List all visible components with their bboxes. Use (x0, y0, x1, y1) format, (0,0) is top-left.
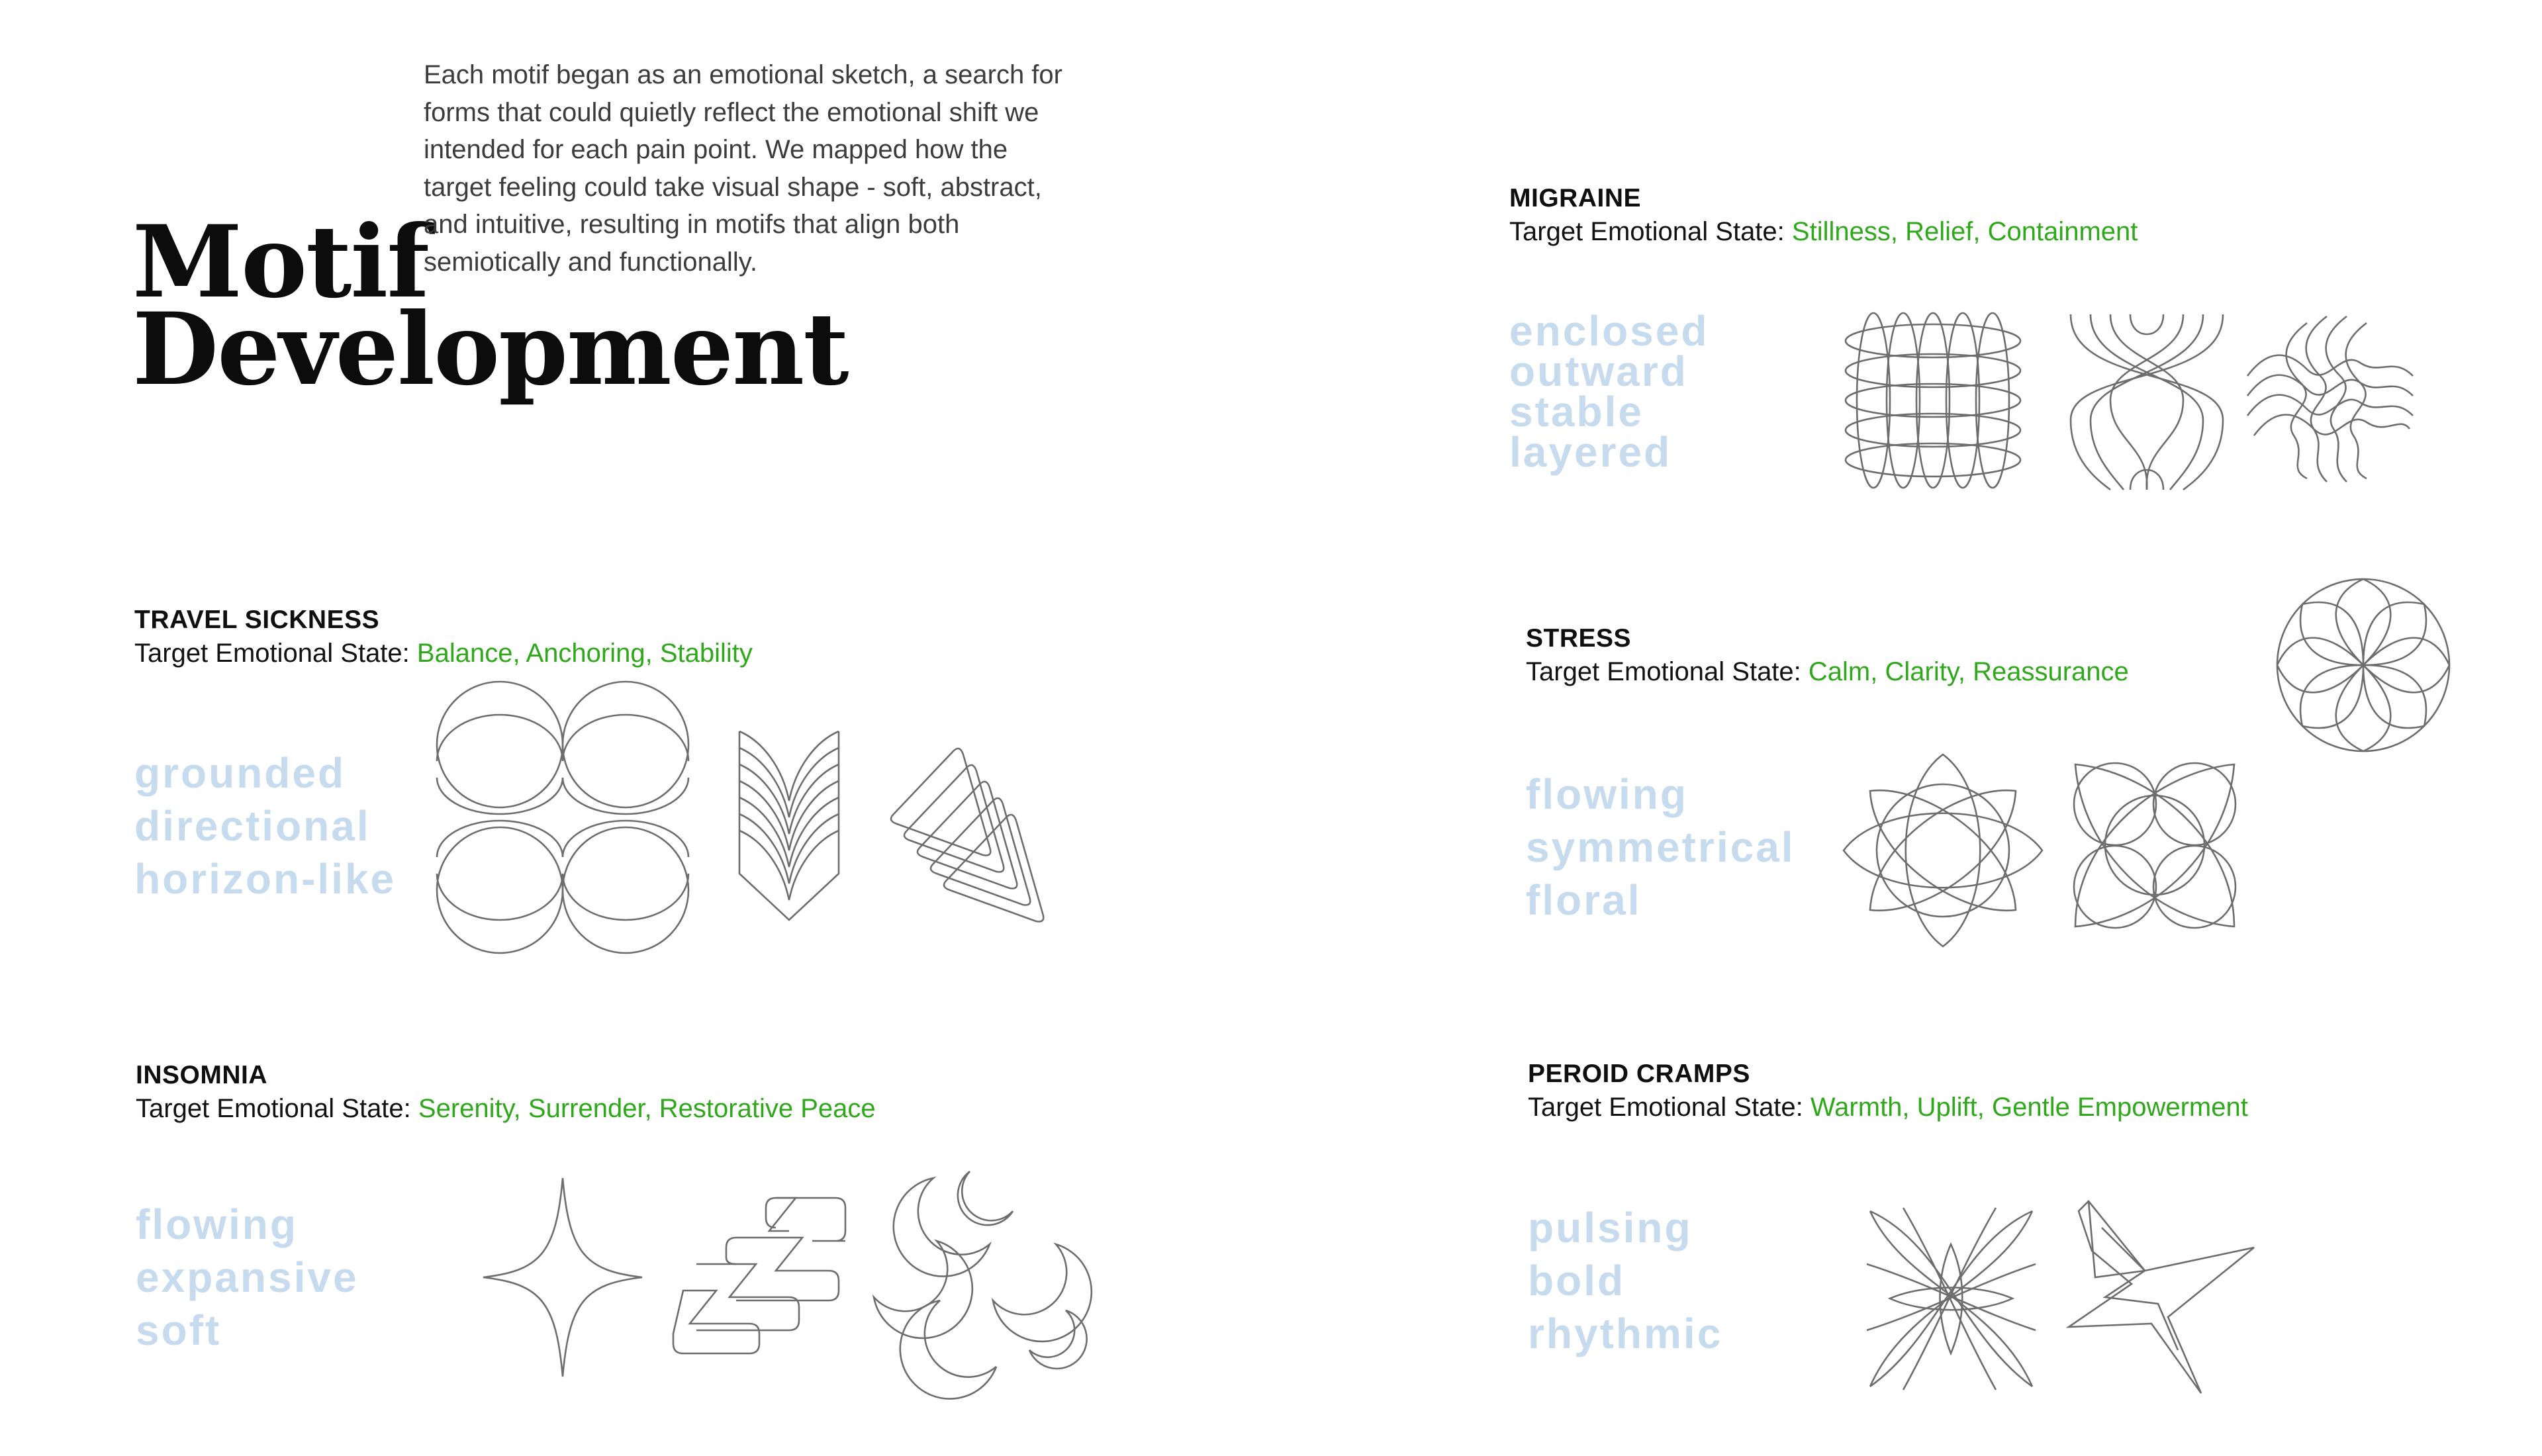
keyword: soft (136, 1306, 222, 1354)
motif-stress-rosette (2274, 576, 2453, 754)
section-stress (1526, 622, 2129, 688)
keyword: expansive (136, 1253, 359, 1301)
motif-travel-triangles (880, 738, 1066, 917)
target-label: Target Emotional State: (136, 1094, 411, 1123)
keywords-insomnia (136, 1198, 359, 1357)
target-state (1509, 215, 2138, 248)
title-line-1: Motif (132, 204, 428, 320)
section-title: INSOMNIA (136, 1061, 267, 1089)
section-insomnia (136, 1059, 876, 1125)
motif-insomnia-zigzag (670, 1191, 849, 1357)
target-state (1528, 1091, 2248, 1124)
keywords-travel-sickness (134, 747, 396, 905)
target-value: Warmth, Uplift, Gentle Empowerment (1810, 1093, 2248, 1122)
section-title: PEROID CRAMPS (1528, 1060, 1750, 1088)
target-label: Target Emotional State: (1528, 1093, 1803, 1122)
intro-paragraph: Each motif began as an emotional sketch, a search for forms that could quietly reflect the emotional shift we intended for each pain point. We mapped how the target feeling could take visual shape - soft, abstract, and intuitive, resulting in motifs that align both semiotically and functionally. (424, 60, 1062, 277)
keyword: symmetrical (1526, 823, 1795, 871)
keyword: flowing (136, 1201, 298, 1248)
motif-migraine-arcs (2064, 314, 2230, 490)
motif-insomnia-star (480, 1175, 645, 1380)
keyword: rhythmic (1528, 1310, 1723, 1357)
keywords-period-cramps (1528, 1201, 1722, 1360)
target-label: Target Emotional State: (1526, 657, 1801, 686)
keywords-stress (1526, 768, 1795, 927)
target-state (134, 637, 753, 670)
motif-migraine-net (2247, 316, 2413, 482)
target-state (136, 1092, 876, 1125)
keyword: flowing (1526, 770, 1688, 818)
keyword: pulsing (1528, 1204, 1693, 1251)
keyword: grounded (134, 749, 346, 797)
section-title: MIGRAINE (1509, 184, 1641, 212)
keyword: floral (1526, 876, 1642, 924)
motif-stress-flower (1840, 751, 2046, 950)
motif-travel-horizon (437, 738, 688, 897)
target-value: Calm, Clarity, Reassurance (1808, 657, 2129, 686)
motif-cramps-star (2065, 1198, 2257, 1396)
section-travel-sickness (134, 604, 753, 670)
target-value: Balance, Anchoring, Stability (416, 639, 753, 668)
motif-insomnia-moons (861, 1165, 1072, 1377)
keyword: bold (1528, 1257, 1626, 1304)
target-label: Target Emotional State: (1509, 217, 1785, 246)
motif-travel-feather (736, 728, 842, 920)
section-period-cramps (1528, 1058, 2248, 1124)
target-state (1526, 655, 2129, 688)
motif-cramps-burst (1863, 1205, 2039, 1393)
section-migraine (1509, 182, 2138, 248)
keyword: directional (134, 802, 371, 850)
target-value: Serenity, Surrender, Restorative Peace (418, 1094, 876, 1123)
keyword: enclosed (1509, 307, 1709, 355)
keyword: stable (1509, 388, 1644, 435)
keyword: outward (1509, 347, 1688, 395)
motif-stress-quatrefoil (2069, 758, 2241, 933)
keywords-migraine (1509, 307, 1709, 476)
section-title: STRESS (1526, 624, 1632, 653)
target-value: Stillness, Relief, Containment (1791, 217, 2138, 246)
keyword: horizon-like (134, 855, 397, 903)
motif-migraine-lattice (1844, 311, 2022, 490)
section-title: TRAVEL SICKNESS (134, 606, 380, 634)
title-line-2: Development (132, 291, 848, 408)
target-label: Target Emotional State: (134, 639, 410, 668)
keyword: layered (1509, 428, 1672, 476)
